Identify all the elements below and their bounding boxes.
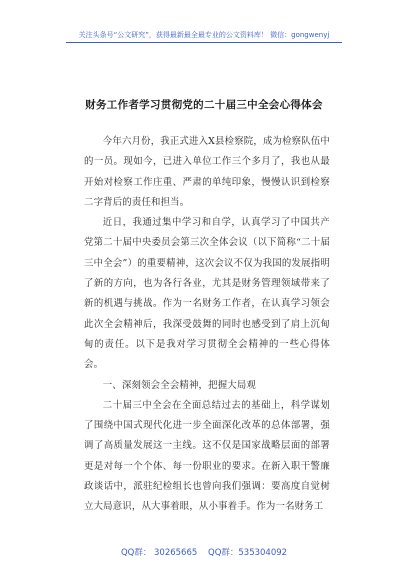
paragraph-section-1: 二十届三中全会在全面总结过去的基础上，科学谋划了围绕中国式现代化进一步全面深化改革的总体部署，强调了高质量发展这一主线。这不仅是国家战略层面的部署更是对每一个个体、每一份职业的要求。在新入职干警廉政谈话中，派驻纪检组长也曾向我们强调：要高度自觉树立大局意识，从大事着眼，从小事着手。作为一名财务工 [84, 399, 330, 513]
header-divider [66, 42, 342, 43]
section-heading-1: 一、深刻领会全会精神，把握大局观 [102, 379, 256, 391]
footer-qq-group-1: QQ群： 30265665 [120, 548, 198, 558]
document-body [84, 132, 330, 518]
document-title: 财务工作者学习贯彻党的二十届三中全会心得体会 [85, 99, 323, 111]
footer-qq-group-2: QQ群：535304092 [208, 548, 288, 558]
paragraph-study: 近日，我通过集中学习和自学，认真学习了中国共产党第二十届中央委员会第三次全体会议（以下简称“二十届三中全会”）的重要精神，这次会议不仅为我国的发展指明了新的方向，也为各行各业，尤其是财务管理领域带来了新的机遇与挑战。作为一名财务工作者，在认真学习领会此次全会精神后，我深受鼓舞的同时也感受到了肩上沉甸甸的责任。以下是我对学习贯彻全会精神的一些心得体会。 [84, 217, 330, 371]
footer-contact [0, 546, 408, 558]
paragraph-intro: 今年六月份，我正式进入X县检察院，成为检察队伍中的一员。现如今，已进入单位工作三个多月了，我也从最开始对检察工作庄重、严肃的单纯印象，慢慢认识到检察二字背后的责任和担当。 [84, 136, 330, 208]
header-banner: 关注头条号“公文研究”，获得最新最全最专业的公文资料库！ 微信：gongwenyj [78, 31, 330, 39]
